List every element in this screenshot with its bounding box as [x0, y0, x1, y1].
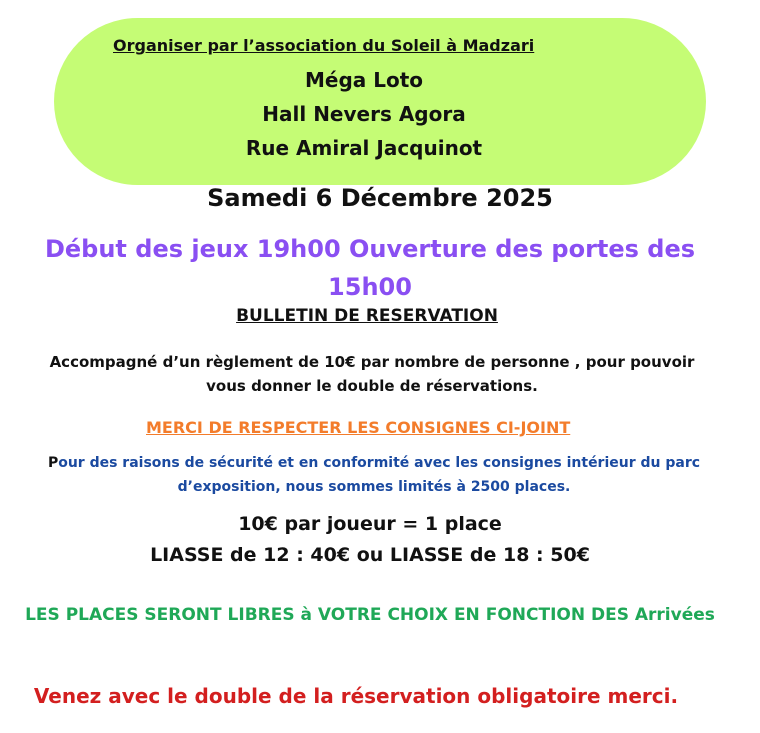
payment-note: Accompagné d’un règlement de 10€ par nombre de personne , pour pouvoir vous donner le double de réservations. — [49, 353, 695, 395]
bulletin-title: BULLETIN DE RESERVATION — [236, 306, 498, 326]
price-line-1: 10€ par joueur = 1 place — [238, 513, 502, 535]
event-date: Samedi 6 Décembre 2025 — [207, 184, 553, 212]
places-note: LES PLACES SERONT LIBRES à VOTRE CHOIX EN FONCTION DES Arrivées — [25, 605, 715, 625]
security-note — [38, 451, 710, 499]
schedule-text: Début des jeux 19h00 Ouverture des portes des 15h00 — [44, 235, 696, 301]
security-note-text: our des raisons de sécurité et en conformité avec les consignes intérieur du parc d’exposition, nous sommes limités à 2500 places. — [58, 455, 701, 495]
consignes-title: MERCI DE RESPECTER LES CONSIGNES CI-JOINT — [146, 418, 571, 437]
security-first-letter: P — [47, 455, 59, 471]
venue-name: Hall Nevers Agora — [262, 102, 466, 126]
price-line-2: LIASSE de 12 : 40€ ou LIASSE de 18 : 50€ — [150, 544, 590, 566]
venue-street: Rue Amiral Jacquinot — [245, 136, 483, 160]
closing-note: Venez avec le double de la réservation obligatoire merci. — [33, 684, 679, 708]
organiser-line: Organiser par l’association du Soleil à Madzari — [113, 36, 535, 55]
event-title: Méga Loto — [304, 68, 424, 92]
